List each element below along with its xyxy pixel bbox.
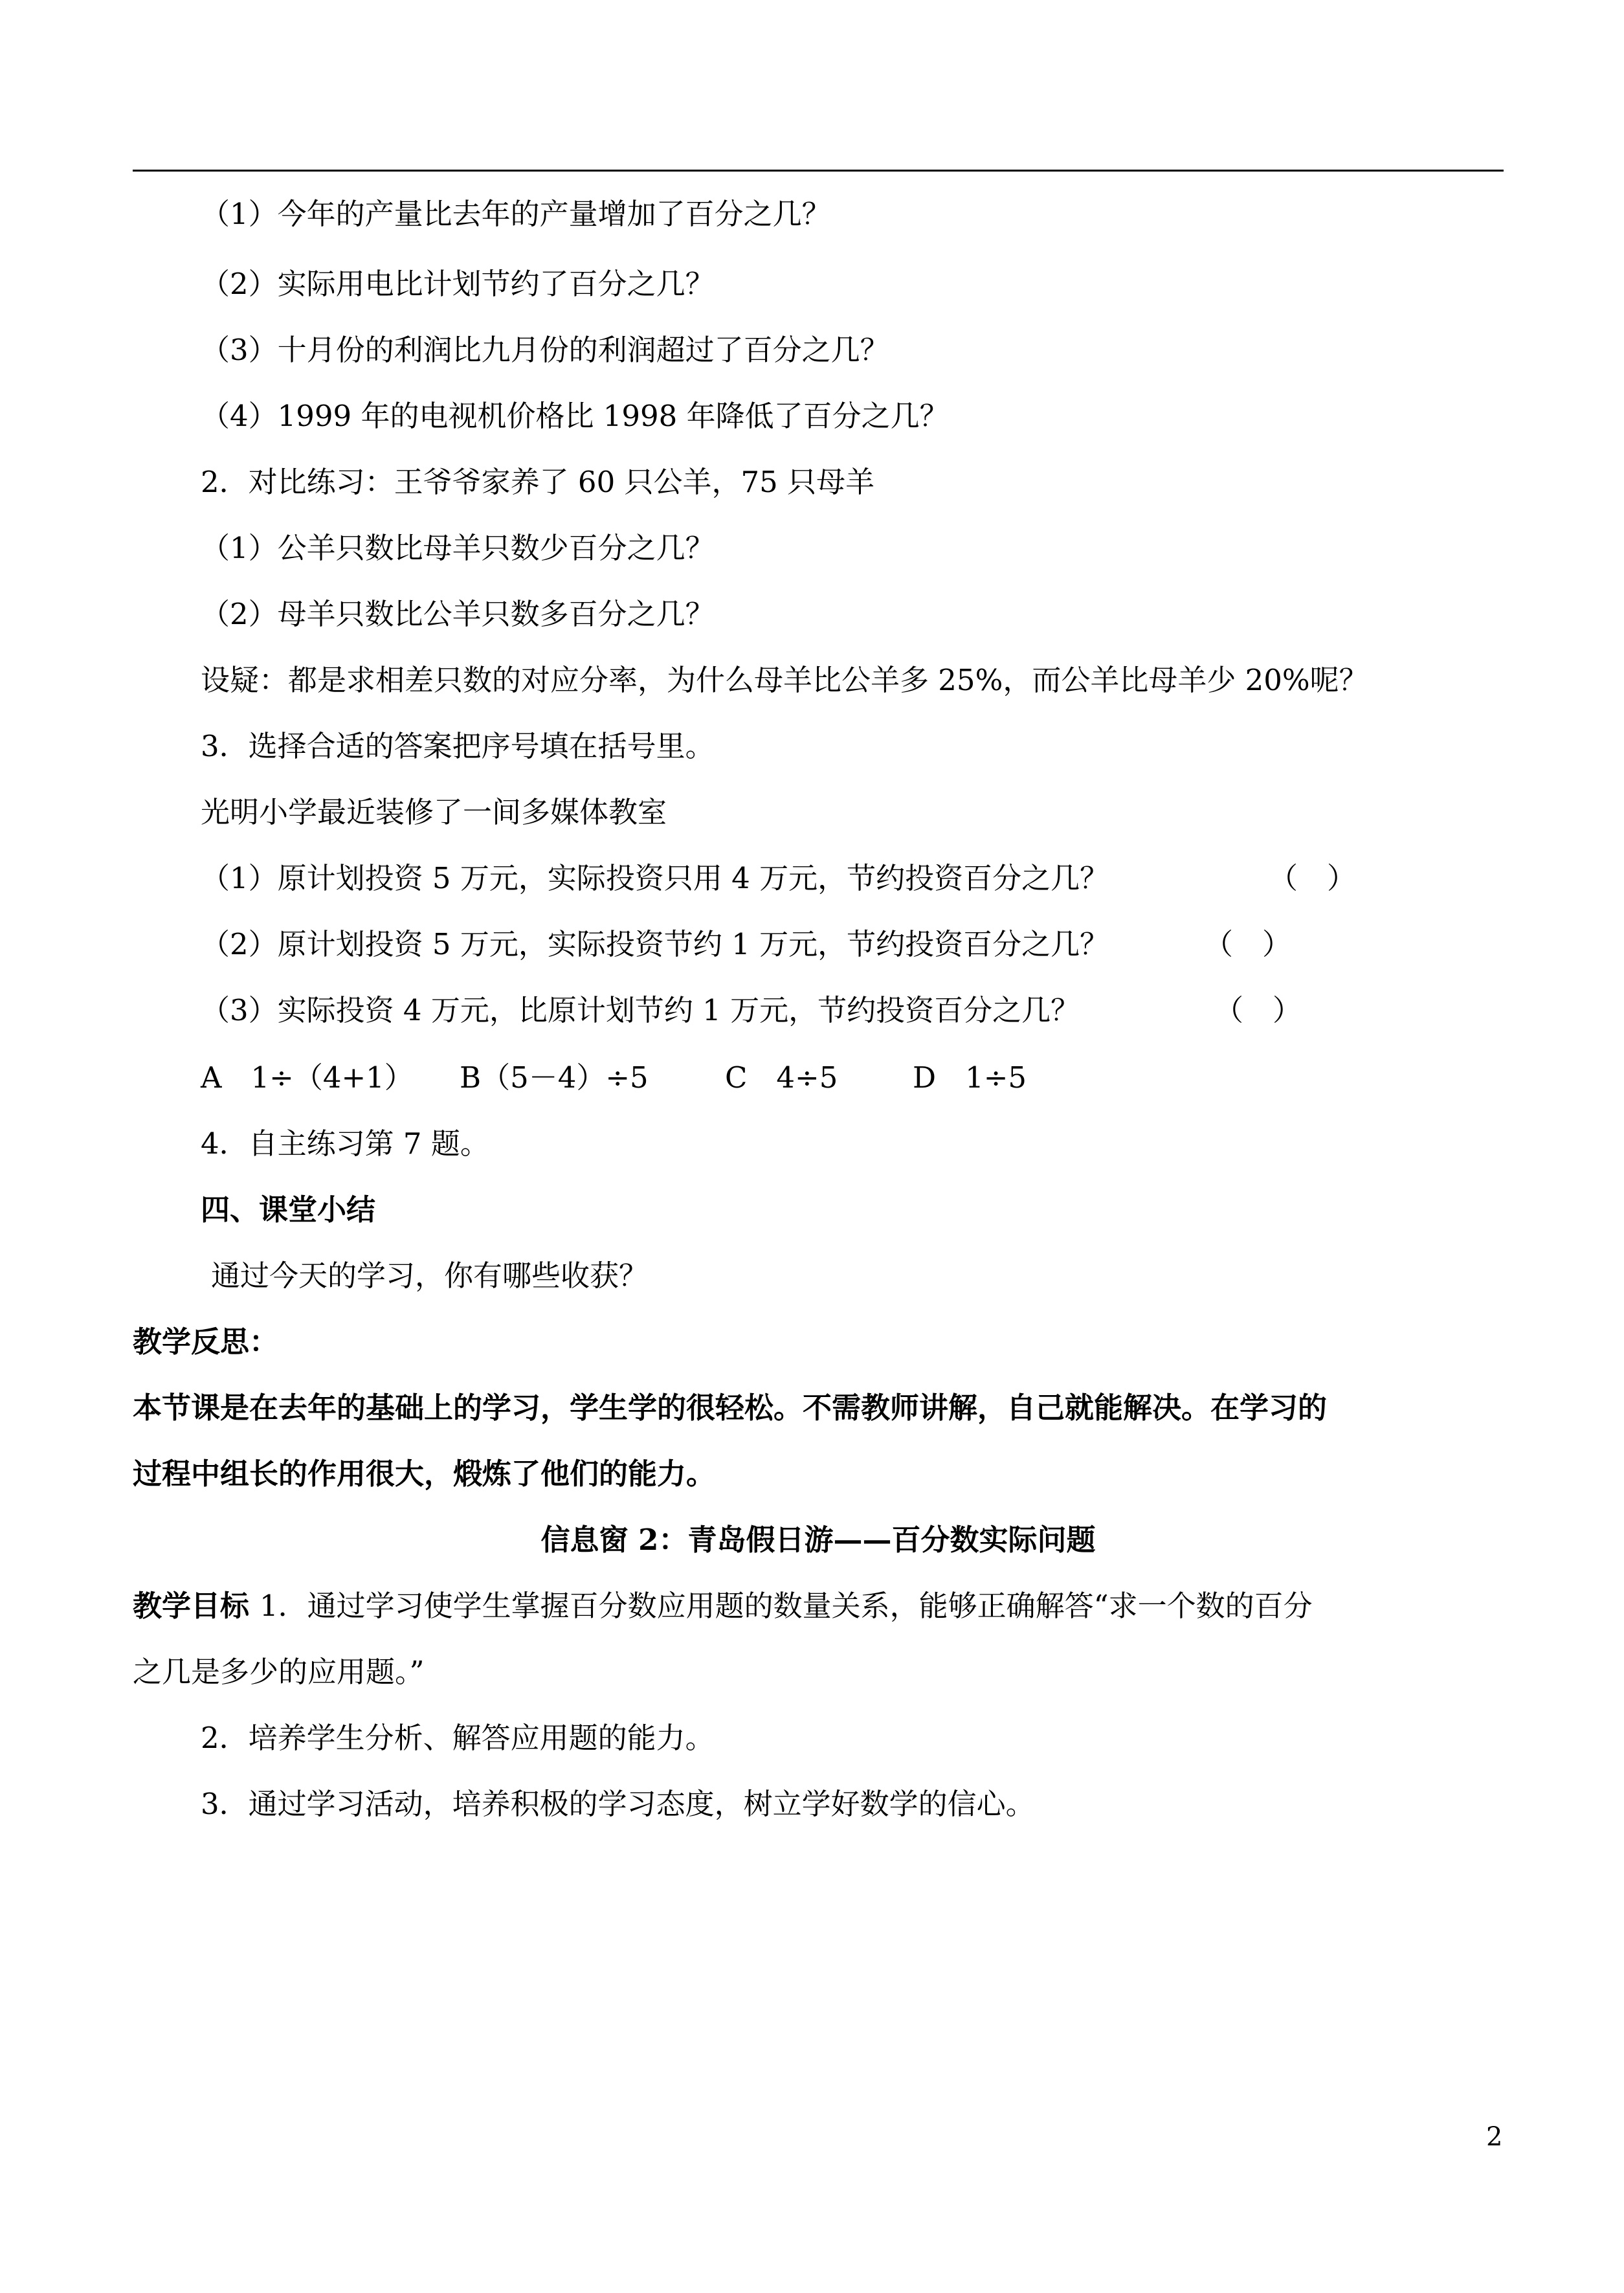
option-d: D 1÷5 bbox=[913, 1060, 1027, 1095]
question-2-1: （1）公羊只数比母羊只数少百分之几？ bbox=[201, 531, 715, 565]
answer-blank-3: （ ） bbox=[1214, 993, 1302, 1027]
section-title: 信息窗 2：青岛假日游——百分数实际问题 bbox=[540, 1523, 1096, 1557]
question-3-3: （3）实际投资 4 万元，比原计划节约 1 万元，节约投资百分之几？ bbox=[201, 993, 1080, 1027]
exercise-3-context: 光明小学最近装修了一间多媒体教室 bbox=[201, 795, 667, 829]
exercise-2-intro: 2．对比练习：王爷爷家养了 60 只公羊，75 只母羊 bbox=[201, 465, 875, 499]
header-rule bbox=[133, 170, 1504, 172]
question-1-1: （1）今年的产量比去年的产量增加了百分之几？ bbox=[201, 197, 831, 231]
question-1-2: （2）实际用电比计划节约了百分之几？ bbox=[201, 267, 715, 301]
answer-options bbox=[201, 1059, 1027, 1097]
summary-question: 通过今天的学习，你有哪些收获？ bbox=[211, 1258, 649, 1293]
page-number: 2 bbox=[1486, 2122, 1503, 2152]
option-a: A 1÷（4+1） bbox=[201, 1060, 414, 1095]
option-c: C 4÷5 bbox=[725, 1060, 838, 1095]
goal-3: 3．通过学习活动，培养积极的学习态度，树立学好数学的信心。 bbox=[201, 1787, 1035, 1821]
goal-line-1-cont: 之几是多少的应用题。” bbox=[133, 1655, 425, 1689]
goal-line-1 bbox=[133, 1587, 1313, 1625]
question-1-4: （4）1999 年的电视机价格比 1998 年降低了百分之几？ bbox=[201, 399, 949, 433]
answer-blank-1: （ ） bbox=[1269, 861, 1357, 895]
exercise-4: 4．自主练习第 7 题。 bbox=[201, 1126, 489, 1161]
question-3-1: （1）原计划投资 5 万元，实际投资只用 4 万元，节约投资百分之几？ bbox=[201, 861, 1109, 895]
question-1-3: （3）十月份的利润比九月份的利润超过了百分之几？ bbox=[201, 333, 889, 367]
doubt-question: 设疑：都是求相差只数的对应分率，为什么母羊比公羊多 25%，而公羊比母羊少 20%呢？ bbox=[201, 663, 1368, 697]
goal-2: 2．培养学生分析、解答应用题的能力。 bbox=[201, 1721, 715, 1755]
exercise-3-intro: 3．选择合适的答案把序号填在括号里。 bbox=[201, 729, 715, 763]
answer-blank-2: （ ） bbox=[1204, 927, 1292, 961]
reflection-line-2: 过程中组长的作用很大，煅炼了他们的能力。 bbox=[133, 1457, 716, 1491]
reflection-heading: 教学反思： bbox=[133, 1325, 279, 1359]
goal-label: 教学目标 bbox=[133, 1589, 250, 1623]
goal-1-text: 1．通过学习使学生掌握百分数应用题的数量关系，能够正确解答“求一个数的百分 bbox=[260, 1589, 1313, 1623]
option-b: B（5－4）÷5 bbox=[460, 1060, 649, 1095]
reflection-line-1: 本节课是在去年的基础上的学习，学生学的很轻松。不需教师讲解，自己就能解决。在学习的 bbox=[133, 1391, 1328, 1425]
question-3-2: （2）原计划投资 5 万元，实际投资节约 1 万元，节约投资百分之几？ bbox=[201, 927, 1109, 961]
section-heading-summary: 四、课堂小结 bbox=[201, 1192, 376, 1227]
question-2-2: （2）母羊只数比公羊只数多百分之几？ bbox=[201, 597, 715, 631]
